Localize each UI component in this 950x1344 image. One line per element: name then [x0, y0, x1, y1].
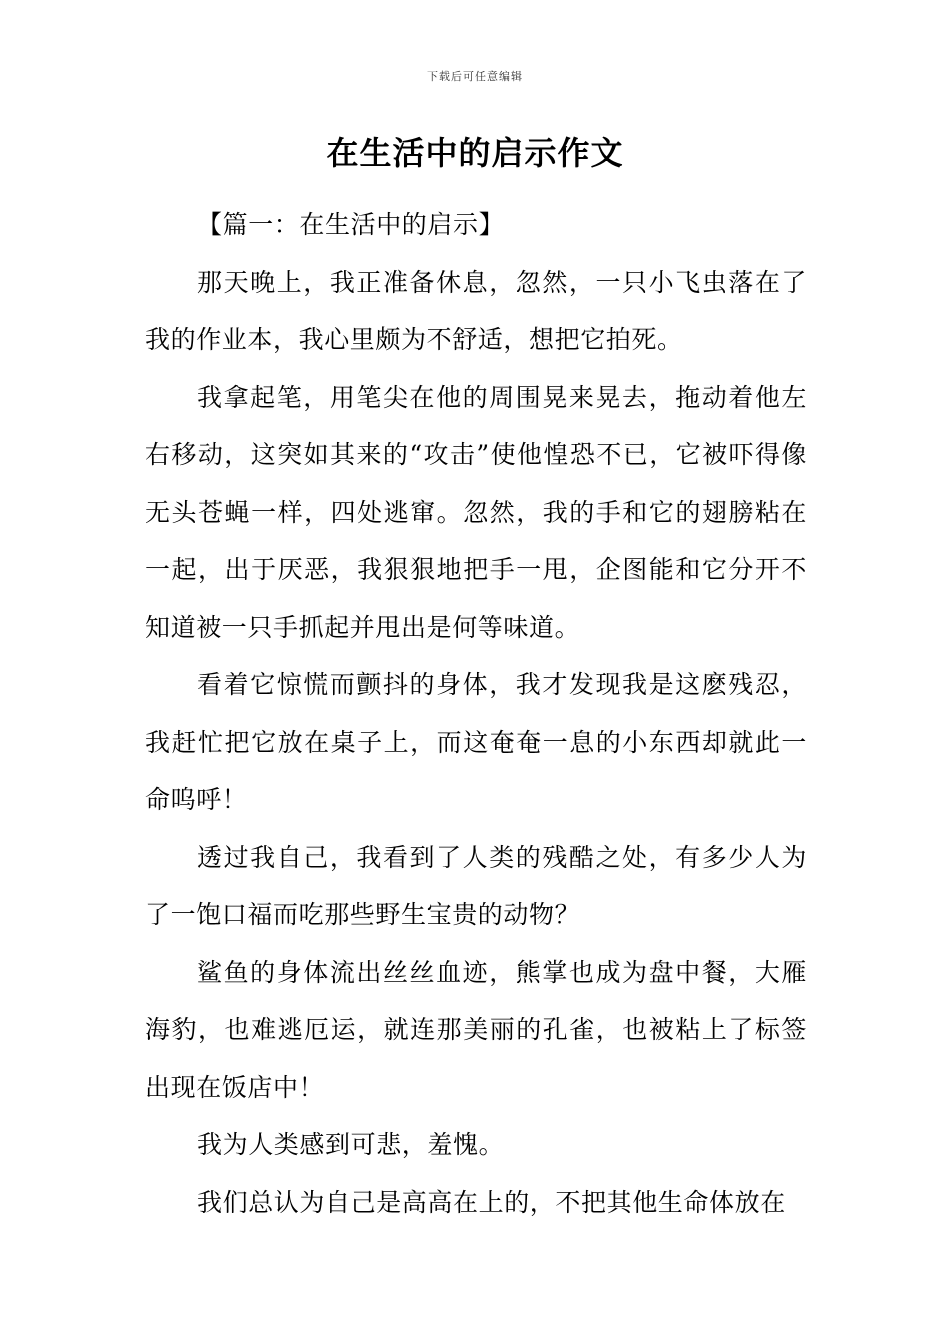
header-note: 下载后可任意编辑 [427, 70, 523, 83]
page-title: 在生活中的启示作文 [326, 134, 624, 172]
paragraph: 鲨鱼的身体流出丝丝血迹，熊掌也成为盘中餐，大雁海豹，也难逃厄运，就连那美丽的孔雀，也被粘上了标签出现在饭店中！ [145, 957, 807, 1102]
paragraph: 我为人类感到可悲，羞愧。 [197, 1130, 505, 1159]
paragraph: 那天晚上，我正准备休息，忽然，一只小飞虫落在了我的作业本，我心里颇为不舒适，想把它拍死。 [145, 267, 807, 354]
paragraph: 我拿起笔，用笔尖在他的周围晃来晃去，拖动着他左右移动，这突如其来的“攻击”使他惶恐不已，它被吓得像无头苍蝇一样，四处逃窜。忽然，我的手和它的翅膀粘在一起，出于厌恶，我狠狠地把手一甩，企图能和它分开不知道被一只手抓起并甩出是何等味道。 [145, 382, 807, 642]
article-body [145, 196, 807, 1231]
section-heading: 【篇一：在生活中的启示】 [197, 210, 505, 239]
paragraph: 透过我自己，我看到了人类的残酷之处，有多少人为了一饱口福而吃那些野生宝贵的动物？ [145, 842, 807, 929]
paragraph: 看着它惊慌而颤抖的身体，我才发现我是这麽残忍，我赶忙把它放在桌子上，而这奄奄一息的小东西却就此一命呜呼！ [145, 670, 807, 814]
paragraph: 我们总认为自己是高高在上的，不把其他生命体放在 [197, 1187, 786, 1217]
